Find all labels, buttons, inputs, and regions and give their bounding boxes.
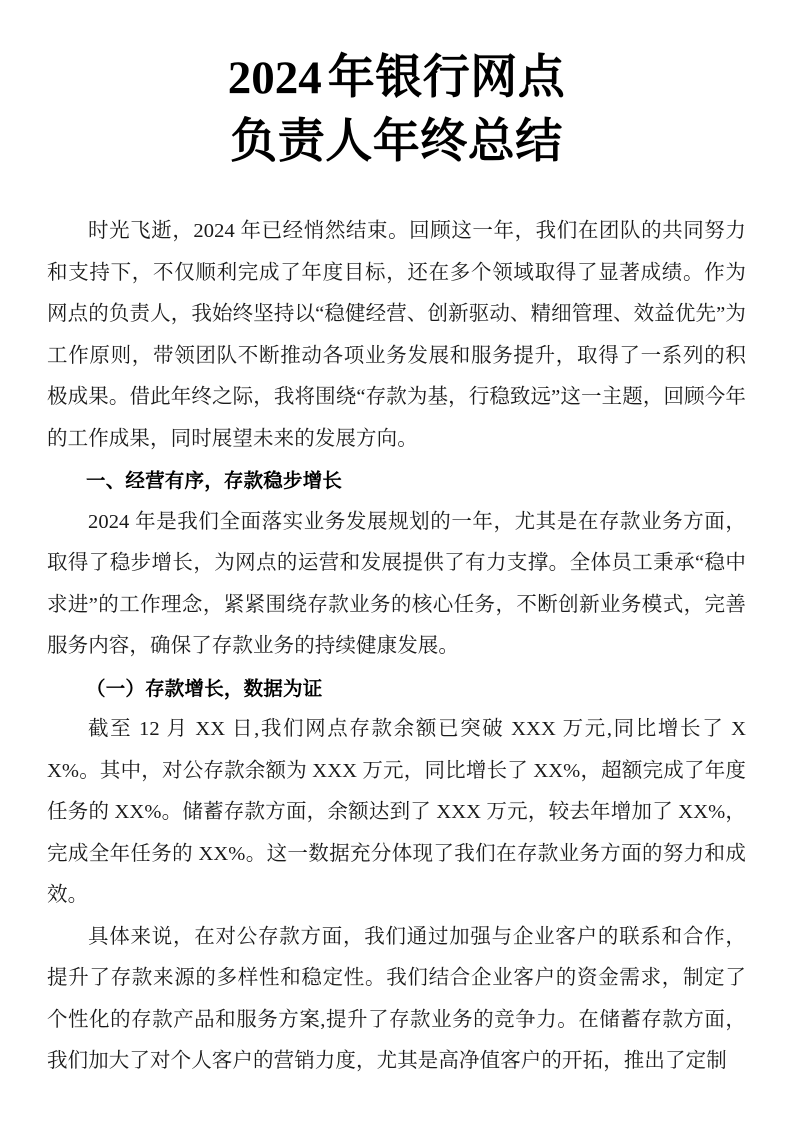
- page-title-line-1-rest: 年银行网点: [327, 50, 566, 105]
- subheading-section-1-1: （一）存款增长，数据为证: [86, 676, 323, 700]
- page-title-line-1: [47, 46, 746, 110]
- heading-section-1: 一、经营有序，存款稳步增长: [86, 469, 343, 492]
- paragraph-deposit-data: 截至 12 月 XX 日,我们网点存款余额已突破 XXX 万元,同比增长了 XX%。其中，对公存款余额为 XXX 万元，同比增长了 XX%，超额完成了年度任务的 XX%。储蓄存款方面，余额达到了 XXX 万元，较去年增加了 XX%，完成全年任务的 XX%。这一数据充分体现了我们在存款业务方面的努力和成效。: [47, 718, 746, 906]
- document-body: [47, 211, 746, 1083]
- page-title-year: 2024: [227, 52, 322, 104]
- page-title: [47, 46, 746, 174]
- paragraph-section-1-body: 2024 年是我们全面落实业务发展规划的一年，尤其是在存款业务方面，取得了稳步增长，为网点的运营和发展提供了有力支撑。全体员工秉承“稳中求进”的工作理念，紧紧围绕存款业务的核心任务，不断创新业务模式，完善服务内容，确保了存款业务的持续健康发展。: [47, 510, 746, 657]
- page-title-line-2: 负责人年终总结: [230, 114, 563, 169]
- paragraph-deposit-detail: 具体来说，在对公存款方面，我们通过加强与企业客户的联系和合作，提升了存款来源的多样性和稳定性。我们结合企业客户的资金需求，制定了个性化的存款产品和服务方案,提升了存款业务的竞争力。在储蓄存款方面，我们加大了对个人客户的营销力度，尤其是高净值客户的开拓，推出了定制: [47, 925, 746, 1072]
- paragraph-intro: 时光飞逝，2024 年已经悄然结束。回顾这一年，我们在团队的共同努力和支持下，不仅顺利完成了年度目标，还在多个领域取得了显著成绩。作为网点的负责人，我始终坚持以“稳健经营、创新驱动、精细管理、效益优先”为工作原则，带领团队不断推动各项业务发展和服务提升，取得了一系列的积极成果。借此年终之际，我将围绕“存款为基，行稳致远”这一主题，回顾今年的工作成果，同时展望未来的发展方向。: [47, 220, 746, 450]
